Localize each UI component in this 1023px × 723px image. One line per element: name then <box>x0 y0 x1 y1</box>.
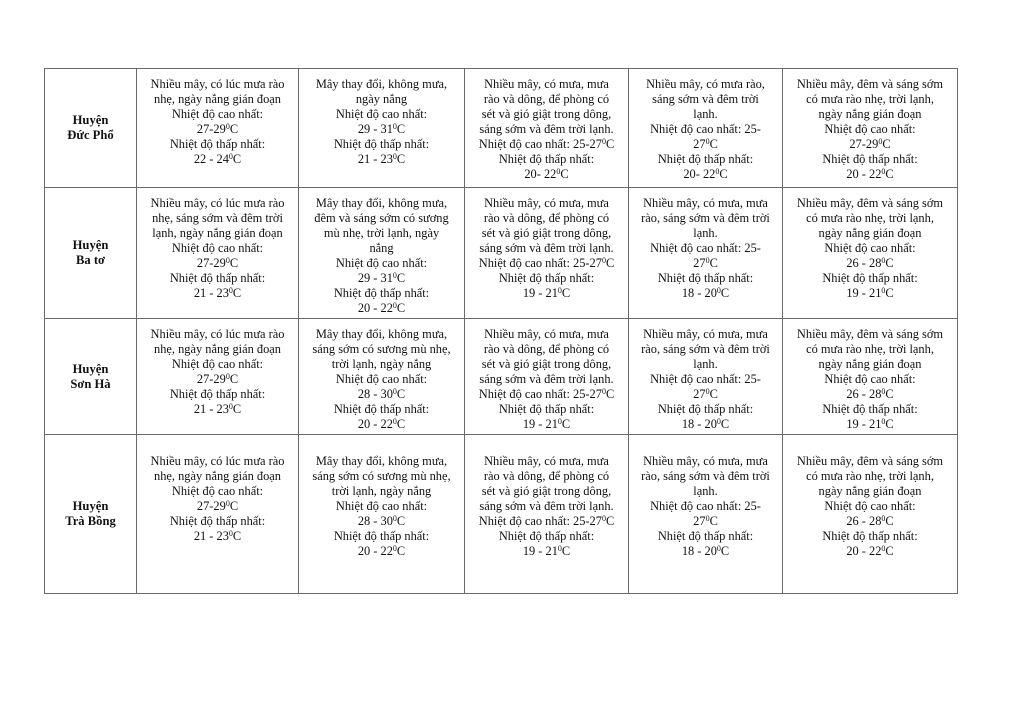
forecast-line: Nhiệt độ cao nhất: <box>824 499 916 513</box>
table-row <box>45 319 958 435</box>
forecast-line: nhẹ, ngày nắng gián đoạn <box>154 342 281 356</box>
degree-superscript: 0 <box>881 514 886 523</box>
district-name-cell <box>45 69 137 188</box>
forecast-line: Nhiệt độ thấp nhất: <box>498 402 595 416</box>
forecast-line: $26 - 28^0C$ <box>846 387 894 401</box>
forecast-line: ngày nắng gián đoạn <box>818 357 922 371</box>
forecast-cell <box>299 435 465 594</box>
forecast-line: Nhiệt độ cao nhất: <box>171 107 264 121</box>
forecast-line: $18 - 20^0C$ <box>681 544 730 558</box>
forecast-line: ngày nắng gián đoạn <box>818 484 922 498</box>
forecast-line: sét và gió giật trong dông, <box>481 484 612 498</box>
forecast-cell <box>137 435 299 594</box>
forecast-line: Mây thay đổi, không mưa, <box>315 77 448 91</box>
forecast-line: $29 - 31^0C$ <box>357 271 406 285</box>
forecast-line: Nhiệt độ cao nhất: <box>335 499 428 513</box>
forecast-line: Nhiều mây, có mưa, mưa <box>643 454 768 468</box>
forecast-line: rào và dông, để phòng có <box>483 342 610 356</box>
degree-superscript: 0 <box>705 137 710 146</box>
forecast-line: Nhiệt độ cao nhất: 25- <box>650 241 761 255</box>
degree-superscript: 0 <box>392 387 397 396</box>
forecast-line: Nhiệt độ cao nhất: <box>335 107 428 121</box>
forecast-line: sáng sớm có sương mù nhẹ, <box>312 469 451 483</box>
forecast-cell <box>465 188 629 319</box>
forecast-line: Nhiệt độ thấp nhất: <box>657 271 754 285</box>
forecast-line: 20- $22^0C$ <box>683 167 728 181</box>
degree-superscript: 0 <box>392 417 397 426</box>
forecast-line: sáng sớm và đêm trời lạnh. <box>479 241 614 255</box>
forecast-line: Nhiều mây, có lúc mưa rào <box>150 327 285 341</box>
forecast-line: có mưa rào nhẹ, trời lạnh, <box>806 211 934 225</box>
degree-superscript: 0 <box>228 286 233 295</box>
forecast-line: Nhiệt độ cao nhất: <box>171 357 264 371</box>
forecast-line: Nhiệt độ thấp nhất: <box>169 137 266 151</box>
forecast-line: Nhiệt độ cao nhất: $25-27^0C$ <box>478 137 615 151</box>
forecast-line: Nhiệt độ thấp nhất: <box>657 402 754 416</box>
degree-superscript: 0 <box>392 301 397 310</box>
forecast-line: $19 - 21^0C$ <box>522 417 571 431</box>
forecast-line: nhẹ, ngày nắng gián đoạn <box>154 92 281 106</box>
forecast-cell <box>629 435 783 594</box>
forecast-line: rào và dông, để phòng có <box>483 92 610 106</box>
degree-superscript: 0 <box>881 256 886 265</box>
forecast-line: Nhiệt độ thấp nhất: <box>333 529 430 543</box>
degree-superscript: 0 <box>705 256 710 265</box>
forecast-line: $26 - 28^0C$ <box>846 514 894 528</box>
forecast-line: $20 - 22^0C$ <box>357 417 406 431</box>
forecast-line: có mưa rào nhẹ, trời lạnh, <box>806 92 934 106</box>
forecast-cell <box>465 319 629 435</box>
forecast-cell <box>299 188 465 319</box>
forecast-line: $18 - 20^0C$ <box>681 417 730 431</box>
forecast-line: sét và gió giật trong dông, <box>481 107 612 121</box>
degree-superscript: 0 <box>881 286 886 295</box>
forecast-line: $29 - 31^0C$ <box>357 122 406 136</box>
degree-superscript: 0 <box>392 271 397 280</box>
forecast-cell <box>465 69 629 188</box>
forecast-line: Nhiều mây, đêm và sáng sớm <box>796 327 944 341</box>
forecast-line: $27-29^0C$ <box>196 499 239 513</box>
forecast-line: Nhiều mây, có mưa, mưa <box>484 77 609 91</box>
district-name-cell <box>45 435 137 594</box>
forecast-line: $27^0C$ <box>693 514 718 528</box>
forecast-line: nhẹ, ngày nắng gián đoạn <box>154 469 281 483</box>
forecast-line: Nhiệt độ thấp nhất: <box>657 152 754 166</box>
degree-superscript: 0 <box>228 152 233 161</box>
forecast-line: Nhiệt độ cao nhất: $25-27^0C$ <box>478 387 615 401</box>
forecast-line: sáng sớm có sương mù nhẹ, <box>312 342 451 356</box>
forecast-line: ngày nắng gián đoạn <box>818 107 922 121</box>
degree-superscript: 0 <box>392 122 397 131</box>
forecast-line: lạnh. <box>693 357 718 371</box>
forecast-line: sét và gió giật trong dông, <box>481 226 612 240</box>
table-row <box>45 69 958 188</box>
degree-superscript: 0 <box>225 499 230 508</box>
district-name-line: Huyện <box>72 499 109 513</box>
forecast-line: Nhiệt độ cao nhất: 25- <box>650 122 761 136</box>
degree-superscript: 0 <box>556 167 561 176</box>
forecast-line: ngày nắng <box>355 92 408 106</box>
forecast-line: sáng sớm và đêm trời lạnh. <box>479 499 614 513</box>
forecast-cell <box>299 69 465 188</box>
forecast-line: $20 - 22^0C$ <box>846 167 894 181</box>
district-name-line: Sơn Hà <box>70 376 111 391</box>
forecast-cell <box>783 319 958 435</box>
forecast-line: ngày nắng gián đoạn <box>818 226 922 240</box>
degree-superscript: 0 <box>392 544 397 553</box>
forecast-line: Nhiệt độ cao nhất: 25- <box>650 372 761 386</box>
forecast-line: Mây thay đổi, không mưa, <box>315 454 448 468</box>
forecast-line: $22 - 24^0C$ <box>193 152 242 166</box>
forecast-cell <box>783 435 958 594</box>
forecast-line: $21 - 23^0C$ <box>193 529 242 543</box>
forecast-line: $20 - 22^0C$ <box>357 301 406 315</box>
forecast-cell <box>629 319 783 435</box>
forecast-line: lạnh. <box>693 107 718 121</box>
forecast-line: Nhiệt độ cao nhất: <box>171 484 264 498</box>
district-name-cell <box>45 319 137 435</box>
degree-superscript: 0 <box>557 417 562 426</box>
forecast-line: Nhiệt độ cao nhất: $25-27^0C$ <box>478 256 615 270</box>
forecast-line: $19 - 21^0C$ <box>522 286 571 300</box>
degree-superscript: 0 <box>225 256 230 265</box>
forecast-line: $27-29^0C$ <box>196 256 239 270</box>
forecast-line: Nhiệt độ thấp nhất: <box>657 529 754 543</box>
forecast-line: Nhiệt độ cao nhất: <box>335 372 428 386</box>
forecast-line: Nhiều mây, có lúc mưa rào <box>150 196 285 210</box>
degree-superscript: 0 <box>601 256 606 265</box>
forecast-line: $27^0C$ <box>693 387 718 401</box>
degree-superscript: 0 <box>716 544 721 553</box>
forecast-cell <box>137 319 299 435</box>
district-name-line: Huyện <box>72 238 109 252</box>
degree-superscript: 0 <box>716 417 721 426</box>
forecast-line: trời lạnh, ngày nắng <box>331 357 432 371</box>
forecast-line: $28 - 30^0C$ <box>357 514 406 528</box>
forecast-line: sáng sớm và đêm trời lạnh. <box>479 122 614 136</box>
forecast-line: Nhiệt độ thấp nhất: <box>498 529 595 543</box>
forecast-line: $27^0C$ <box>693 137 718 151</box>
forecast-line: $19 - 21^0C$ <box>846 417 894 431</box>
forecast-line: $27-29^0C$ <box>849 137 891 151</box>
forecast-cell <box>629 69 783 188</box>
forecast-line: Nhiều mây, có mưa, mưa <box>484 196 609 210</box>
forecast-line: rào và dông, để phòng có <box>483 211 610 225</box>
forecast-line: Nhiệt độ thấp nhất: <box>822 271 918 285</box>
forecast-line: Nhiệt độ thấp nhất: <box>498 271 595 285</box>
degree-superscript: 0 <box>392 514 397 523</box>
forecast-line: Nhiều mây, đêm và sáng sớm <box>796 196 944 210</box>
degree-superscript: 0 <box>601 387 606 396</box>
forecast-line: Nhiệt độ cao nhất: <box>824 372 916 386</box>
forecast-cell <box>465 435 629 594</box>
forecast-line: Nhiệt độ thấp nhất: <box>822 402 918 416</box>
district-name-line: Huyện <box>72 113 109 127</box>
forecast-line: $28 - 30^0C$ <box>357 387 406 401</box>
degree-superscript: 0 <box>881 417 886 426</box>
forecast-line: rào, sáng sớm và đêm trời <box>641 342 770 356</box>
table-row <box>45 435 958 594</box>
forecast-line: lạnh. <box>693 226 718 240</box>
degree-superscript: 0 <box>601 137 606 146</box>
forecast-line: Nhiệt độ thấp nhất: <box>169 514 266 528</box>
forecast-line: Nhiều mây, có lúc mưa rào <box>150 454 285 468</box>
degree-superscript: 0 <box>228 529 233 538</box>
degree-superscript: 0 <box>228 402 233 411</box>
forecast-line: mù nhẹ, trời lạnh, ngày <box>323 226 440 240</box>
forecast-line: rào, sáng sớm và đêm trời <box>641 469 770 483</box>
forecast-line: lạnh. <box>693 484 718 498</box>
forecast-line: rào và dông, để phòng có <box>483 469 610 483</box>
forecast-cell <box>137 188 299 319</box>
degree-superscript: 0 <box>878 137 883 146</box>
forecast-line: Nhiệt độ cao nhất: <box>171 241 264 255</box>
forecast-line: Nhiều mây, đêm và sáng sớm <box>796 454 944 468</box>
degree-superscript: 0 <box>881 387 886 396</box>
forecast-line: đêm và sáng sớm có sương <box>314 211 449 225</box>
forecast-line: sét và gió giật trong dông, <box>481 357 612 371</box>
forecast-line: 20- $22^0C$ <box>524 167 569 181</box>
forecast-cell <box>299 319 465 435</box>
forecast-line: Nhiệt độ cao nhất: <box>335 256 428 270</box>
forecast-line: Nhiệt độ cao nhất: $25-27^0C$ <box>478 514 615 528</box>
forecast-line: sáng sớm và đêm trời <box>652 92 759 106</box>
degree-superscript: 0 <box>715 167 720 176</box>
forecast-line: $27^0C$ <box>693 256 718 270</box>
forecast-cell <box>629 188 783 319</box>
degree-superscript: 0 <box>881 544 886 553</box>
forecast-line: Nhiệt độ thấp nhất: <box>333 286 430 300</box>
forecast-table-body <box>45 69 958 594</box>
degree-superscript: 0 <box>716 286 721 295</box>
forecast-line: Nhiều mây, có mưa, mưa <box>643 327 768 341</box>
district-name-line: Đức Phổ <box>67 128 114 142</box>
forecast-line: Nhiều mây, có lúc mưa rào <box>150 77 285 91</box>
forecast-line: nắng <box>369 241 394 255</box>
forecast-line: Nhiệt độ thấp nhất: <box>822 529 918 543</box>
forecast-line: Nhiều mây, có mưa, mưa <box>484 327 609 341</box>
degree-superscript: 0 <box>881 167 886 176</box>
forecast-line: $21 - 23^0C$ <box>193 286 242 300</box>
district-name-line: Huyện <box>72 361 109 376</box>
forecast-line: $18 - 20^0C$ <box>681 286 730 300</box>
forecast-line: trời lạnh, ngày nắng <box>331 484 432 498</box>
forecast-line: có mưa rào nhẹ, trời lạnh, <box>806 469 934 483</box>
forecast-line: $27-29^0C$ <box>196 122 239 136</box>
forecast-line: $19 - 21^0C$ <box>846 286 894 300</box>
degree-superscript: 0 <box>557 544 562 553</box>
degree-superscript: 0 <box>557 286 562 295</box>
district-name-cell <box>45 188 137 319</box>
forecast-line: Nhiều mây, có mưa rào, <box>646 77 765 91</box>
forecast-line: lạnh, ngày nắng gián đoạn <box>152 226 283 240</box>
forecast-line: Nhiệt độ thấp nhất: <box>822 152 918 166</box>
forecast-line: Nhiệt độ thấp nhất: <box>498 152 595 166</box>
forecast-line: Nhiệt độ thấp nhất: <box>333 402 430 416</box>
forecast-line: có mưa rào nhẹ, trời lạnh, <box>806 342 934 356</box>
forecast-line: $19 - 21^0C$ <box>522 544 571 558</box>
degree-superscript: 0 <box>225 372 230 381</box>
degree-superscript: 0 <box>705 387 710 396</box>
forecast-line: Nhiệt độ thấp nhất: <box>169 387 266 401</box>
forecast-line: $20 - 22^0C$ <box>846 544 894 558</box>
forecast-cell <box>783 69 958 188</box>
table-row <box>45 188 958 319</box>
forecast-line: Nhiệt độ cao nhất: <box>824 241 916 255</box>
forecast-line: Nhiệt độ thấp nhất: <box>333 137 430 151</box>
degree-superscript: 0 <box>705 514 710 523</box>
forecast-line: Nhiều mây, đêm và sáng sớm <box>796 77 944 91</box>
forecast-line: Nhiều mây, có mưa, mưa <box>643 196 768 210</box>
degree-superscript: 0 <box>392 152 397 161</box>
forecast-line: $27-29^0C$ <box>196 372 239 386</box>
degree-superscript: 0 <box>601 514 606 523</box>
forecast-table <box>44 68 958 594</box>
forecast-line: sáng sớm và đêm trời lạnh. <box>479 372 614 386</box>
forecast-line: Nhiều mây, có mưa, mưa <box>484 454 609 468</box>
forecast-line: Nhiệt độ cao nhất: 25- <box>650 499 761 513</box>
forecast-line: $20 - 22^0C$ <box>357 544 406 558</box>
forecast-line: $21 - 23^0C$ <box>193 402 242 416</box>
forecast-line: Nhiệt độ cao nhất: <box>824 122 916 136</box>
forecast-line: Nhiệt độ thấp nhất: <box>169 271 266 285</box>
forecast-line: Mây thay đổi, không mưa, <box>315 196 448 210</box>
forecast-line: $26 - 28^0C$ <box>846 256 894 270</box>
forecast-line: Mây thay đổi, không mưa, <box>315 327 448 341</box>
district-name-line: Ba tơ <box>75 253 105 267</box>
forecast-line: nhẹ, sáng sớm và đêm trời <box>152 211 283 225</box>
degree-superscript: 0 <box>225 122 230 131</box>
forecast-line: rào, sáng sớm và đêm trời <box>641 211 770 225</box>
district-name-line: Trà Bồng <box>65 514 116 528</box>
forecast-cell <box>137 69 299 188</box>
forecast-cell <box>783 188 958 319</box>
forecast-line: $21 - 23^0C$ <box>357 152 406 166</box>
